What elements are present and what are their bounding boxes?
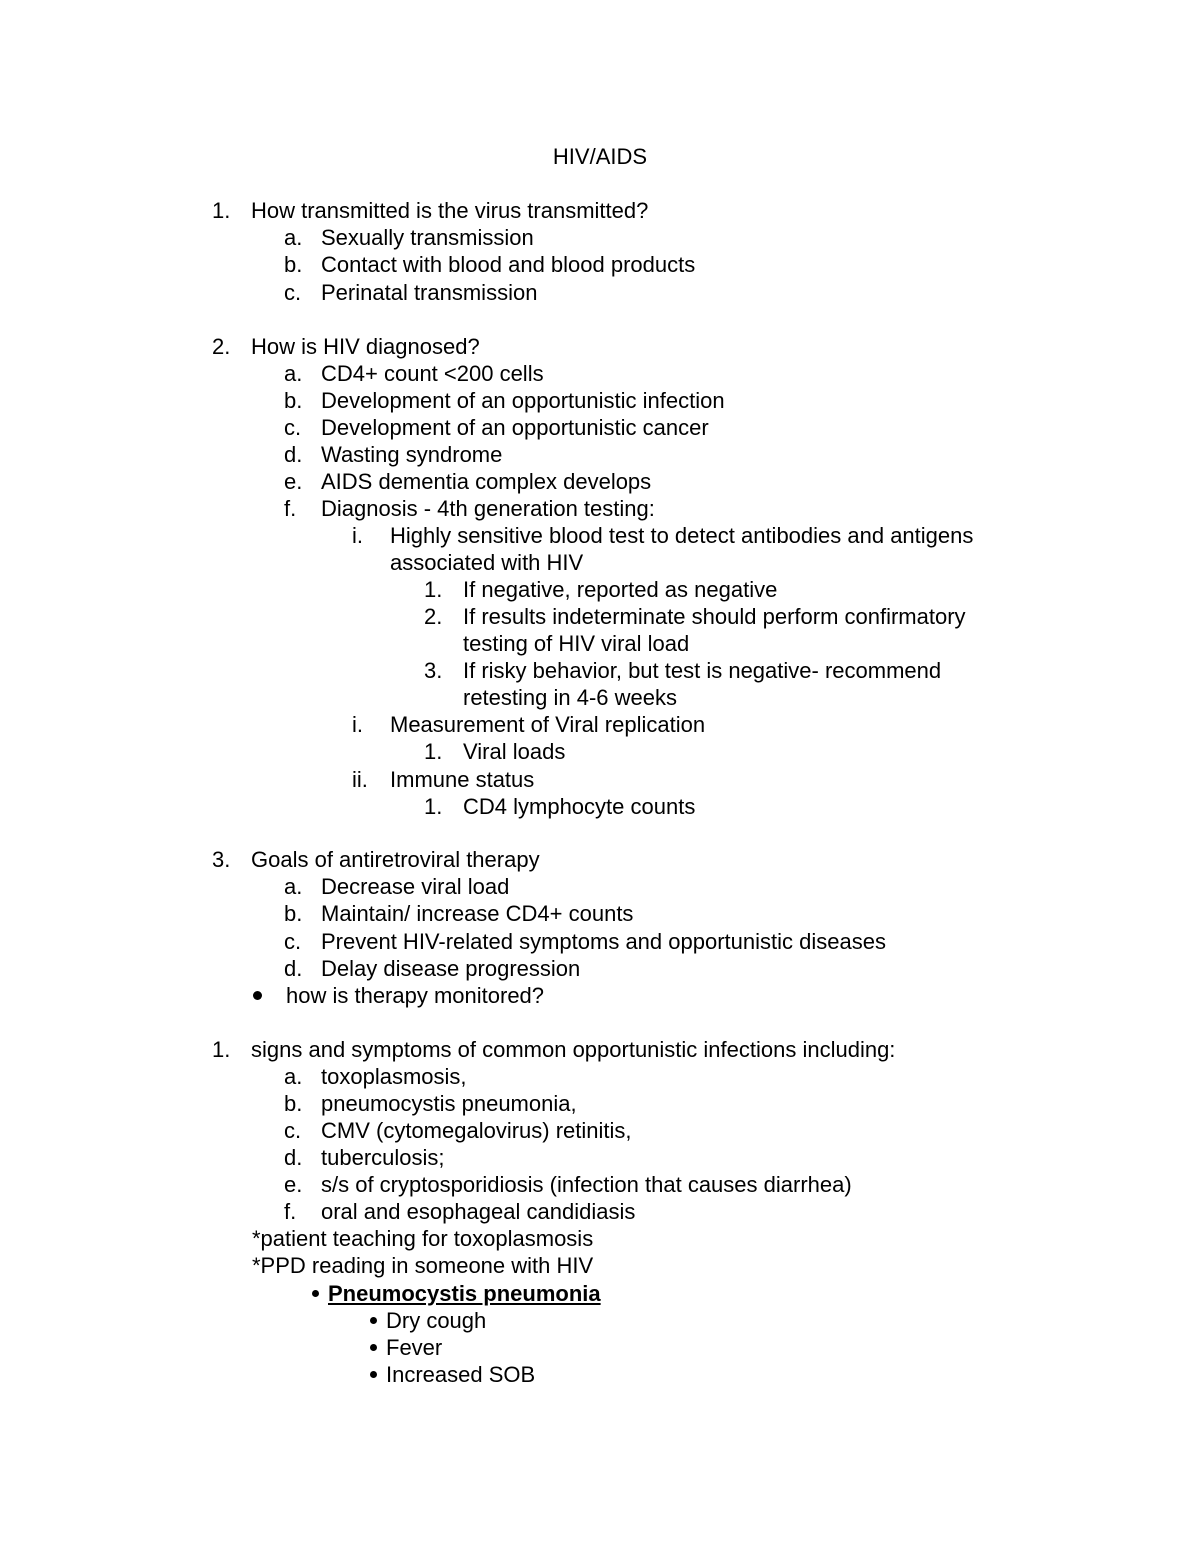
note-text: *patient teaching for toxoplasmosis — [252, 1226, 594, 1251]
list-marker: c. — [284, 1118, 302, 1143]
subheading-text: Pneumocystis pneumonia — [328, 1281, 601, 1306]
list-marker: ii. — [352, 767, 368, 792]
list-item-text: Immune status — [390, 767, 535, 792]
list-item-text: Dry cough — [386, 1308, 487, 1333]
list-item-text: Diagnosis - 4th generation testing: — [321, 496, 655, 521]
document-title: HIV/AIDS — [552, 144, 648, 169]
list-item-text: pneumocystis pneumonia, — [321, 1091, 577, 1116]
list-marker: b. — [284, 901, 303, 926]
list-marker: 1. — [424, 794, 443, 819]
list-marker: 2. — [424, 604, 443, 629]
list-marker: b. — [284, 252, 303, 277]
list-item-text: Increased SOB — [386, 1362, 536, 1387]
list-item-text: Fever — [386, 1335, 443, 1360]
list-marker: f. — [284, 1199, 297, 1224]
list-item-text: Decrease viral load — [321, 874, 510, 899]
list-item-text: Development of an opportunistic cancer — [321, 415, 709, 440]
list-marker: 3. — [424, 658, 443, 683]
list-item-text: Measurement of Viral replication — [390, 712, 706, 737]
list-item-text: testing of HIV viral load — [463, 631, 690, 656]
list-item-text: AIDS dementia complex develops — [321, 469, 652, 494]
list-item-text: toxoplasmosis, — [321, 1064, 467, 1089]
list-marker: a. — [284, 1064, 303, 1089]
list-item-text: associated with HIV — [390, 550, 584, 575]
bullet-icon — [253, 991, 262, 1000]
list-marker: a. — [284, 361, 303, 386]
list-marker: 1. — [424, 739, 443, 764]
list-marker: c. — [284, 929, 302, 954]
list-marker: 1. — [424, 577, 443, 602]
list-marker: i. — [352, 523, 363, 548]
bullet-icon — [370, 1371, 377, 1378]
list-item-text: Wasting syndrome — [321, 442, 503, 467]
list-item-text: If risky behavior, but test is negative- recommend — [463, 658, 942, 683]
list-marker: c. — [284, 415, 302, 440]
list-item-text: How transmitted is the virus transmitted? — [251, 198, 649, 223]
list-item-text: Development of an opportunistic infection — [321, 388, 725, 413]
list-marker: 1. — [212, 1037, 231, 1062]
list-item-text: If results indeterminate should perform confirmatory — [463, 604, 966, 629]
list-item-text: CD4 lymphocyte counts — [463, 794, 696, 819]
list-marker: 1. — [212, 198, 231, 223]
list-item-text: Viral loads — [463, 739, 566, 764]
list-marker: e. — [284, 469, 303, 494]
list-item-text: Delay disease progression — [321, 956, 581, 981]
list-item-text: Maintain/ increase CD4+ counts — [321, 901, 634, 926]
list-marker: f. — [284, 496, 297, 521]
list-marker: a. — [284, 225, 303, 250]
list-marker: e. — [284, 1172, 303, 1197]
list-marker: i. — [352, 712, 363, 737]
list-item-text: Perinatal transmission — [321, 280, 538, 305]
list-item-text: retesting in 4-6 weeks — [463, 685, 677, 710]
list-marker: a. — [284, 874, 303, 899]
list-marker: b. — [284, 388, 303, 413]
note-text: *PPD reading in someone with HIV — [252, 1253, 594, 1278]
list-item-text: how is therapy monitored? — [286, 983, 545, 1008]
list-marker: 2. — [212, 334, 231, 359]
list-marker: b. — [284, 1091, 303, 1116]
list-item-text: CMV (cytomegalovirus) retinitis, — [321, 1118, 632, 1143]
list-item-text: If negative, reported as negative — [463, 577, 778, 602]
list-marker: c. — [284, 280, 302, 305]
list-item-text: Highly sensitive blood test to detect antibodies and antigens — [390, 523, 974, 548]
list-item-text: Contact with blood and blood products — [321, 252, 696, 277]
list-item-text: s/s of cryptosporidiosis (infection that causes diarrhea) — [321, 1172, 852, 1197]
list-item-text: CD4+ count <200 cells — [321, 361, 544, 386]
list-item-text: Prevent HIV-related symptoms and opportunistic diseases — [321, 929, 886, 954]
bullet-icon — [312, 1290, 319, 1297]
list-item-text: Sexually transmission — [321, 225, 534, 250]
list-item-text: How is HIV diagnosed? — [251, 334, 480, 359]
list-marker: d. — [284, 442, 303, 467]
list-marker: d. — [284, 956, 303, 981]
list-item-text: oral and esophageal candidiasis — [321, 1199, 636, 1224]
list-item-text: signs and symptoms of common opportunistic infections including: — [251, 1037, 896, 1062]
bullet-icon — [370, 1317, 377, 1324]
list-marker: 3. — [212, 847, 231, 872]
bullet-icon — [370, 1344, 377, 1351]
list-marker: d. — [284, 1145, 303, 1170]
list-item-text: tuberculosis; — [321, 1145, 445, 1170]
list-item-text: Goals of antiretroviral therapy — [251, 847, 540, 872]
